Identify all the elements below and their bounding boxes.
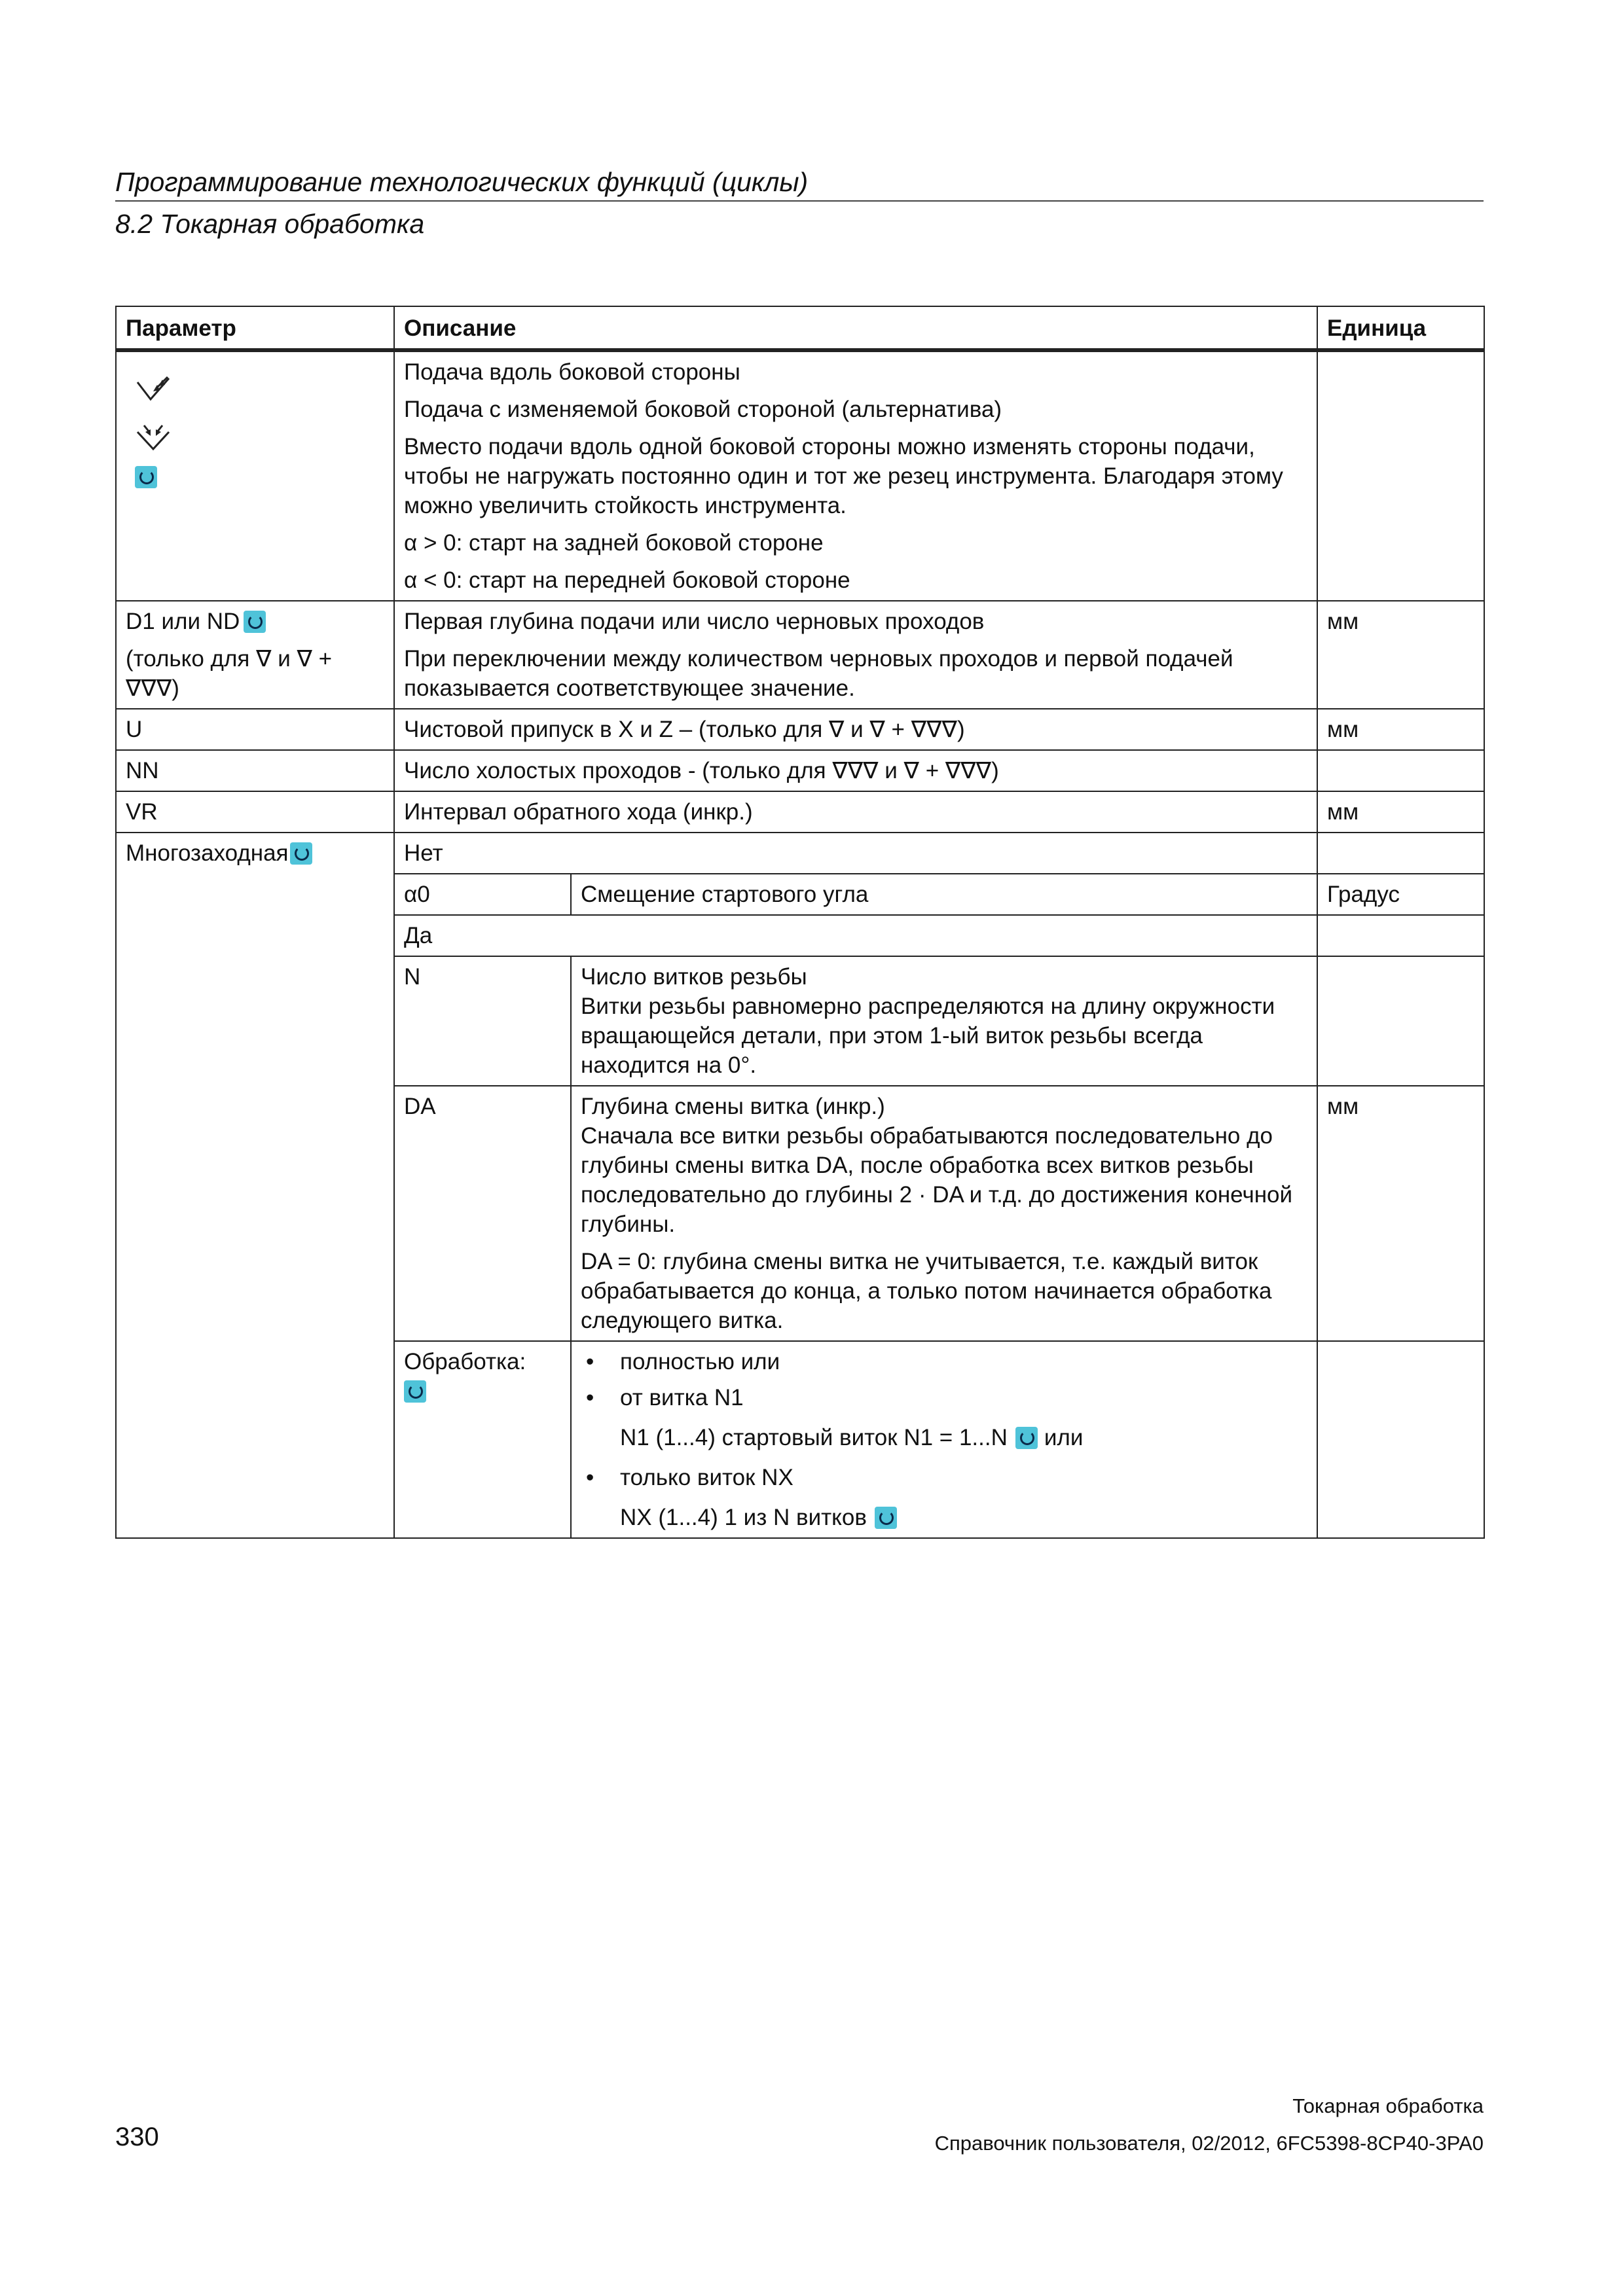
d1-desc-2: При переключении между количеством черновых проходов и первой подачей показывается соответствующее значение.: [404, 646, 1233, 701]
header-description: Описание: [394, 306, 1317, 350]
alpha0-param: α0: [394, 874, 571, 915]
d1-unit: мм: [1317, 601, 1484, 709]
feed-desc-4: α > 0: старт на задней боковой стороне: [404, 530, 824, 556]
multistart-yes-unit: [1317, 915, 1484, 956]
processing-nx-note: [581, 1503, 1307, 1532]
processing-param-cell: [394, 1341, 571, 1538]
u-desc: Чистовой припуск в X и Z – (только для ∇ и ∇ + ∇∇∇): [394, 709, 1317, 750]
feed-desc-1: Подача вдоль боковой стороны: [404, 359, 740, 385]
cycle-toggle-icon[interactable]: [290, 842, 312, 865]
table-row-d1: [116, 601, 1484, 709]
d1-param: D1 или ND: [126, 609, 240, 634]
nx-note-text: NX (1...4) 1 из N витков: [620, 1505, 867, 1530]
table-row-feed: [116, 350, 1484, 601]
processing-option-full: • полностью или: [581, 1347, 1307, 1376]
alpha0-desc: Смещение стартового угла: [571, 874, 1317, 915]
feed-alternating-flank-icon: [134, 420, 173, 457]
da-unit: мм: [1317, 1086, 1484, 1341]
d1-desc-1: Первая глубина подачи или число черновых проходов: [404, 609, 985, 634]
alpha0-unit: Градус: [1317, 874, 1484, 915]
feed-desc-3: Вместо подачи вдоль одной боковой стороны можно изменять стороны подачи, чтобы не нагружать постоянно один и тот же резец инструмента. Благодаря этому можно увеличить стойкость инструмента.: [404, 434, 1283, 518]
da-desc-2: Сначала все витки резьбы обрабатываются последовательно до глубины смены витка DA, после обработка всех витков резьбы последовательно до глубины 2 · DA и т.д. до достижения конечной глубины.: [581, 1123, 1293, 1237]
processing-options: [581, 1347, 1307, 1412]
d1-param-note: (только для ∇ и ∇ + ∇∇∇): [126, 646, 333, 701]
cycle-toggle-icon[interactable]: [404, 1380, 426, 1403]
multistart-param-cell: [116, 833, 394, 1538]
multistart-no-unit: [1317, 833, 1484, 874]
n-desc-2: Витки резьбы равномерно распределяются на длину окружности вращающейся детали, при этом 1-ый виток резьбы всегда находится на 0°.: [581, 994, 1275, 1078]
cycle-toggle-icon[interactable]: [1015, 1427, 1038, 1449]
page-number: 330: [115, 2123, 159, 2151]
feed-unit-cell: [1317, 350, 1484, 601]
n1-note-text: N1 (1...4) стартовый виток N1 = 1...N: [620, 1425, 1008, 1450]
multistart-param: Многозаходная: [126, 840, 289, 866]
nn-param: NN: [116, 750, 394, 791]
processing-n1-note: [581, 1423, 1307, 1452]
processing-desc-cell: [571, 1341, 1317, 1538]
da-desc-3: DA = 0: глубина смены витка не учитывается, т.е. каждый виток обрабатывается до конца, а только потом начинается обработка следующего витка.: [581, 1249, 1272, 1333]
chapter-title: Программирование технологических функций (циклы): [115, 165, 1484, 202]
n-param: N: [394, 956, 571, 1086]
d1-desc-cell: [394, 601, 1317, 709]
n1-note-or: или: [1044, 1425, 1084, 1450]
footer-reference: Справочник пользователя, 02/2012, 6FC5398-8CP40-3PA0: [934, 2132, 1484, 2155]
cycle-toggle-icon[interactable]: [135, 466, 157, 488]
vr-unit: мм: [1317, 791, 1484, 833]
u-unit: мм: [1317, 709, 1484, 750]
n-unit: [1317, 956, 1484, 1086]
table-row-nn: [116, 750, 1484, 791]
da-desc-cell: [571, 1086, 1317, 1341]
table-header-row: [116, 306, 1484, 350]
footer-title: Токарная обработка: [1292, 2094, 1484, 2117]
processing-option-only-nx: • только виток NX: [581, 1463, 1307, 1492]
feed-desc-2: Подача с изменяемой боковой стороной (альтернатива): [404, 397, 1002, 422]
multistart-no-label: Нет: [394, 833, 1317, 874]
vr-param: VR: [116, 791, 394, 833]
nn-unit: [1317, 750, 1484, 791]
d1-param-cell: [116, 601, 394, 709]
header-param: Параметр: [116, 306, 394, 350]
n-desc-1: Число витков резьбы: [581, 964, 807, 990]
processing-param: Обработка:: [404, 1349, 526, 1374]
feed-param-cell: [116, 350, 394, 601]
header-unit: Единица: [1317, 306, 1484, 350]
parameter-table: [115, 306, 1485, 1539]
section-title: 8.2 Токарная обработка: [115, 209, 425, 239]
nn-desc: Число холостых проходов - (только для ∇∇∇ и ∇ + ∇∇∇): [394, 750, 1317, 791]
da-param: DA: [394, 1086, 571, 1341]
u-param: U: [116, 709, 394, 750]
processing-unit: [1317, 1341, 1484, 1538]
feed-along-flank-icon: [134, 370, 173, 407]
processing-options-2: [581, 1463, 1307, 1492]
da-desc-1: Глубина смены витка (инкр.): [581, 1094, 885, 1119]
page-header: [115, 165, 1484, 241]
cycle-toggle-icon[interactable]: [875, 1507, 897, 1529]
cycle-toggle-icon[interactable]: [244, 611, 266, 633]
processing-option-from-n1: • от витка N1: [581, 1383, 1307, 1412]
table-row-vr: [116, 791, 1484, 833]
feed-desc-5: α < 0: старт на передней боковой стороне: [404, 567, 850, 593]
n-desc-cell: [571, 956, 1317, 1086]
feed-desc-cell: [394, 350, 1317, 601]
table-row-multistart-no: [116, 833, 1484, 874]
multistart-yes-label: Да: [394, 915, 1317, 956]
table-row-u: [116, 709, 1484, 750]
vr-desc: Интервал обратного хода (инкр.): [394, 791, 1317, 833]
